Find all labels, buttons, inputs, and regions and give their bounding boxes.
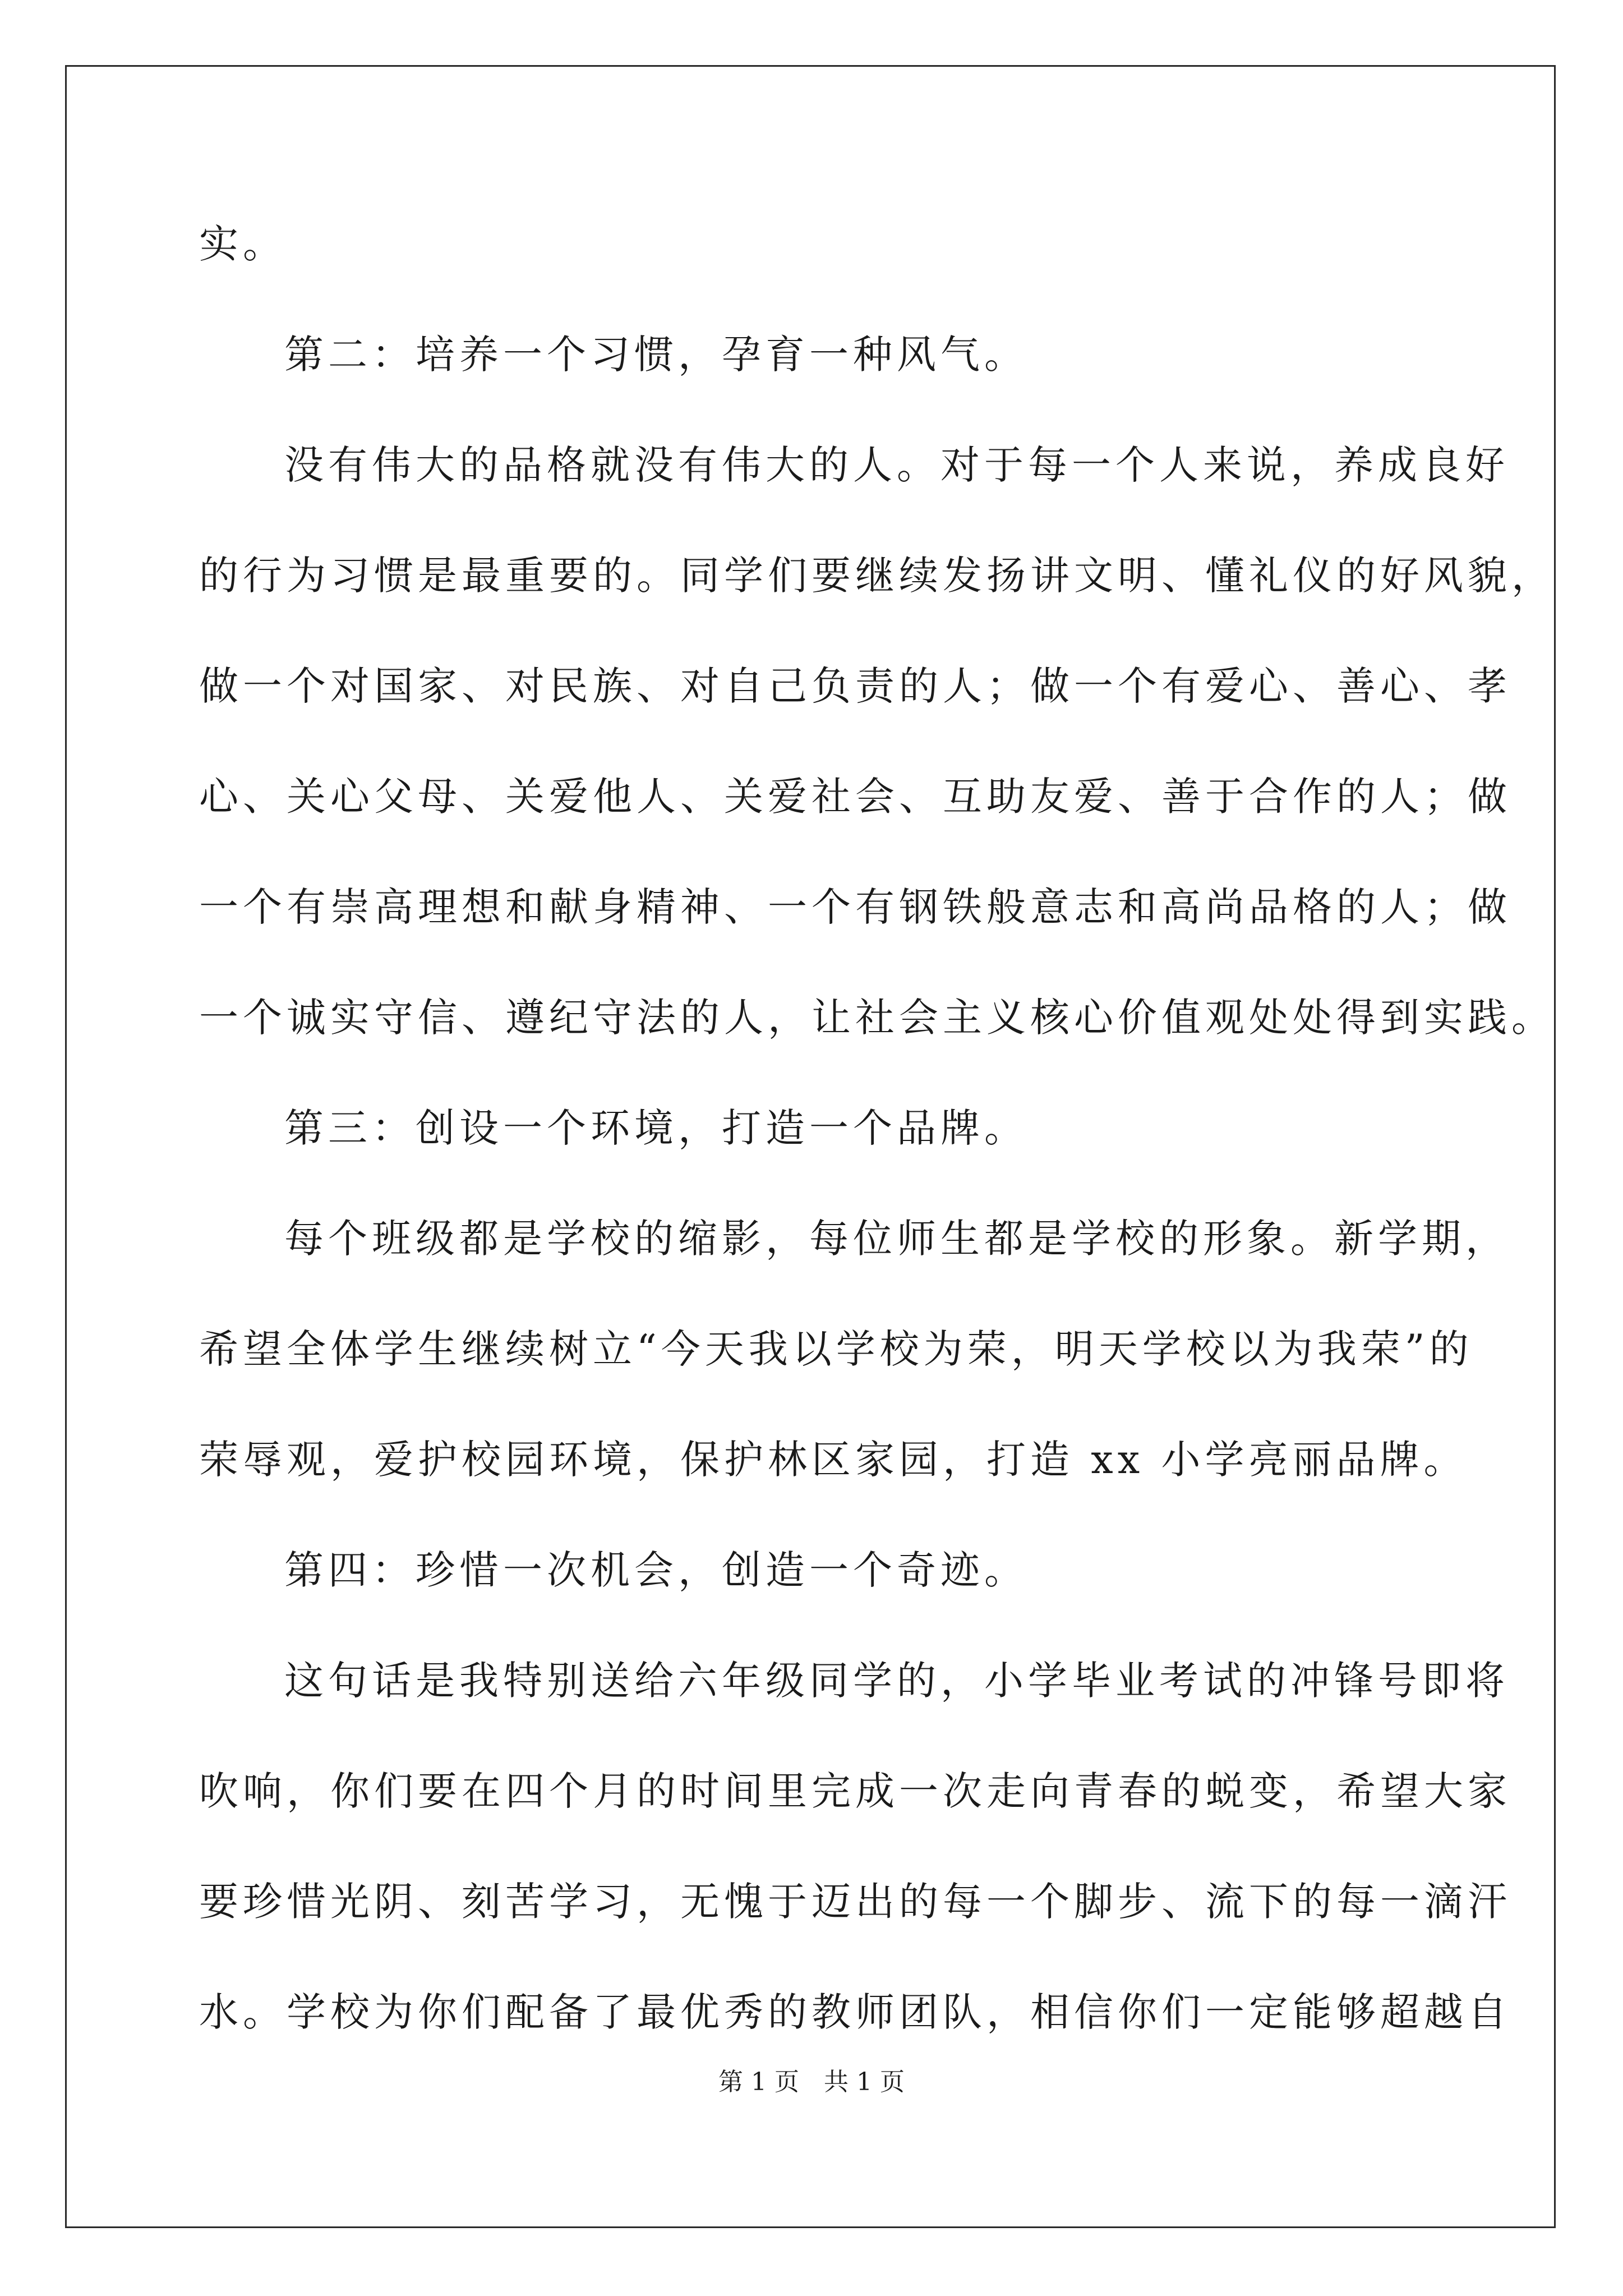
text-line-14: 这句话是我特别送给六年级同学的，小学毕业考试的冲锋号即将 xyxy=(284,1658,1509,1704)
text-line-15: 吹响，你们要在四个月的时间里完成一次走向青春的蜕变，希望大家 xyxy=(199,1768,1511,1814)
text-line-6: 心、关心父母、关爱他人、关爱社会、互助友爱、善于合作的人；做 xyxy=(199,774,1511,820)
text-line-8: 一个诚实守信、遵纪守法的人，让社会主义核心价值观处处得到实践。 xyxy=(199,995,1555,1041)
text-line-5: 做一个对国家、对民族、对自己负责的人；做一个有爱心、善心、孝 xyxy=(199,663,1511,709)
text-line-3: 没有伟大的品格就没有伟大的人。对于每一个人来说，养成良好 xyxy=(284,442,1509,488)
text-line-12: 荣辱观，爱护校园环境，保护林区家园，打造 xx 小学亮丽品牌。 xyxy=(199,1437,1468,1483)
text-line-17: 水。学校为你们配备了最优秀的教师团队，相信你们一定能够超越自 xyxy=(199,1989,1511,2035)
text-line-1: 实。 xyxy=(199,221,287,267)
page-footer: 第 1 页 共 1 页 xyxy=(718,2068,905,2096)
text-line-16: 要珍惜光阴、刻苦学习，无愧于迈出的每一个脚步、流下的每一滴汗 xyxy=(199,1879,1511,1925)
document-body xyxy=(199,221,1555,2103)
text-line-4: 的行为习惯是最重要的。同学们要继续发扬讲文明、懂礼仪的好风貌， xyxy=(199,553,1555,599)
text-line-13: 第四：珍惜一次机会，创造一个奇迹。 xyxy=(284,1547,1028,1593)
text-line-9: 第三：创设一个环境，打造一个品牌。 xyxy=(284,1105,1028,1151)
text-line-10: 每个班级都是学校的缩影，每位师生都是学校的形象。新学期， xyxy=(284,1216,1509,1262)
text-line-11: 希望全体学生继续树立“今天我以学校为荣，明天学校以为我荣”的 xyxy=(199,1326,1473,1372)
text-line-7: 一个有崇高理想和献身精神、一个有钢铁般意志和高尚品格的人；做 xyxy=(199,884,1511,930)
text-line-2: 第二：培养一个习惯，孕育一种风气。 xyxy=(284,332,1028,378)
